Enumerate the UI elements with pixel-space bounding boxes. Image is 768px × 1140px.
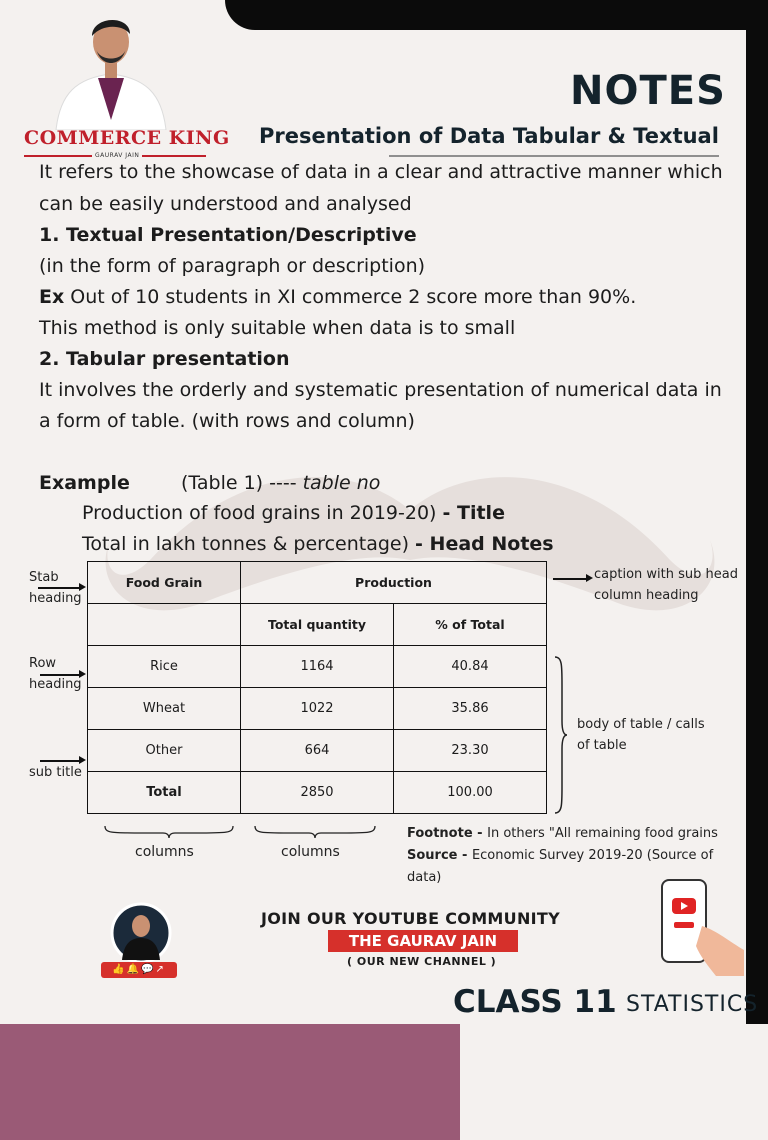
source-label: Source - (407, 848, 472, 863)
textual-description: (in the form of paragraph or description) (39, 255, 426, 277)
body-label-line2: of table (577, 738, 627, 753)
body-of-table-label (577, 714, 705, 756)
row-quantity: 1022 (241, 688, 394, 730)
stab-label-line2: heading (29, 591, 82, 606)
tabular-line-2: a form of table. (with rows and column) (39, 410, 415, 432)
columns-brace-icon-1 (103, 824, 235, 840)
row-label-line2: heading (29, 677, 82, 692)
head-notes-text: Total in lakh tonnes & percentage) (82, 533, 416, 555)
social-actions-bar (101, 962, 177, 978)
subheader-total-quantity: Total quantity (241, 604, 394, 646)
textual-heading: 1. Textual Presentation/Descriptive (39, 224, 417, 246)
class-label: CLASS 11 (453, 984, 617, 1020)
source-line-2: data) (407, 870, 442, 885)
table-title-line (82, 502, 505, 524)
row-arrow (40, 674, 80, 676)
caption-arrow (553, 578, 587, 580)
head-notes-label: - Head Notes (415, 533, 554, 555)
table-row (88, 730, 547, 772)
total-label: Total (88, 772, 241, 814)
heading-divider (389, 155, 719, 157)
table-row (88, 688, 547, 730)
stab-arrow-head (79, 583, 86, 591)
row-arrow-head (79, 670, 86, 678)
join-community-text: JOIN OUR YOUTUBE COMMUNITY (261, 909, 560, 928)
notes-title: NOTES (570, 68, 726, 114)
intro-line-2: can be easily understood and analysed (39, 193, 412, 215)
brand-logo: COMMERCE KING (24, 127, 230, 149)
sub-title-label: sub title (29, 765, 82, 780)
row-label-line1: Row (29, 656, 57, 671)
footnote-label: Footnote - (407, 826, 488, 841)
total-percent: 100.00 (394, 772, 547, 814)
brand-logo-subtitle: GAURAV JAIN (92, 152, 142, 159)
subtitle-arrow (40, 760, 80, 762)
table-total-row (88, 772, 547, 814)
ex-label: Ex (39, 286, 65, 308)
table-row (88, 646, 547, 688)
caption-label (594, 564, 738, 606)
row-quantity: 1164 (241, 646, 394, 688)
channel-name-link[interactable]: THE GAURAV JAIN (328, 930, 518, 952)
bell-icon: 🔔 (126, 964, 142, 975)
row-name: Other (88, 730, 241, 772)
source-line (407, 848, 713, 863)
table-title: Production of food grains in 2019-20) (82, 502, 443, 524)
stab-label-line1: Stab (29, 570, 59, 585)
share-icon: ↗ (155, 964, 166, 975)
row-name: Wheat (88, 688, 241, 730)
table-subheader-row (88, 604, 547, 646)
row-name: Rice (88, 646, 241, 688)
tabular-heading: 2. Tabular presentation (39, 348, 290, 370)
stab-arrow (38, 587, 80, 589)
subtitle-arrow-head (79, 756, 86, 764)
like-icon: 👍 (112, 964, 127, 975)
food-grain-table (87, 561, 547, 814)
footnote-text: In others "All remaining food grains (487, 826, 718, 841)
caption-header: Production (241, 562, 547, 604)
total-quantity: 2850 (241, 772, 394, 814)
footnote-line (407, 826, 718, 841)
title-label: - Title (442, 502, 505, 524)
source-text: Economic Survey 2019-20 (Source of (471, 848, 714, 863)
decorative-right-bar (746, 0, 768, 1024)
caption-label-line2: column heading (594, 588, 699, 603)
tabular-line-1: It involves the orderly and systematic presentation of numerical data in (39, 379, 722, 401)
columns-brace-icon-2 (253, 824, 377, 840)
presenter-avatar (52, 8, 170, 130)
stub-header: Food Grain (88, 562, 241, 604)
intro-line-1: It refers to the showcase of data in a clear and attractive manner which (39, 161, 723, 183)
table-number-note: table no (302, 472, 381, 494)
row-quantity: 664 (241, 730, 394, 772)
columns-label-2: columns (281, 844, 340, 860)
subject-label: STATISTICS (626, 992, 759, 1017)
row-percent: 23.30 (394, 730, 547, 772)
caption-label-line1: caption with sub head (594, 567, 738, 582)
table-header-row (88, 562, 547, 604)
row-percent: 35.86 (394, 688, 547, 730)
new-channel-note: ( OUR NEW CHANNEL ) (347, 955, 497, 968)
comment-icon: 💬 (141, 964, 156, 975)
subheader-percent-total: % of Total (394, 604, 547, 646)
caption-arrow-head (586, 574, 593, 582)
example-sentence (39, 286, 636, 308)
body-brace-icon (552, 655, 568, 815)
table-number-line (181, 472, 380, 494)
method-note: This method is only suitable when data is to small (39, 317, 516, 339)
head-notes-line (82, 533, 554, 555)
table-number: (Table 1) ---- (181, 472, 303, 494)
phone-youtube-icon (656, 876, 746, 976)
body-label-line1: body of table / calls (577, 717, 705, 732)
columns-label-1: columns (135, 844, 194, 860)
row-percent: 40.84 (394, 646, 547, 688)
decorative-top-bar (225, 0, 768, 30)
example-label: Example (39, 472, 130, 494)
page-heading: Presentation of Data Tabular & Textual (259, 124, 719, 148)
ex-text: Out of 10 students in XI commerce 2 score more than 90%. (64, 286, 637, 308)
channel-avatar (110, 902, 172, 964)
empty-stub-cell (88, 604, 241, 646)
